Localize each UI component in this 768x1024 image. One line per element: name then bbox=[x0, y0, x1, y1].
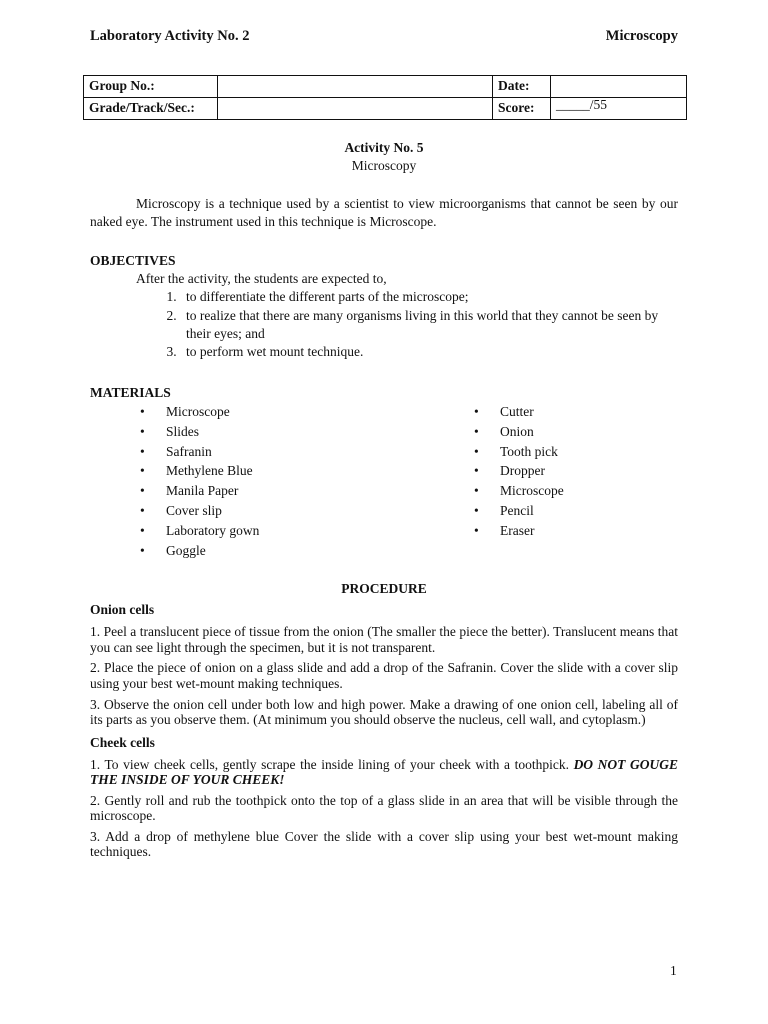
activity-number: Activity No. 5 bbox=[344, 140, 424, 155]
procedure-step: 3. Add a drop of methylene blue Cover the slide with a cover slip using your best wet-mount making techniques. bbox=[90, 828, 678, 860]
activity-title bbox=[90, 139, 678, 175]
info-table bbox=[83, 75, 687, 120]
bullet-icon: • bbox=[474, 483, 479, 499]
objective-item: 2. to realize that there are many organisms living in this world that they cannot be seen by their eyes; and bbox=[180, 307, 678, 343]
material-item: • Eraser bbox=[474, 522, 564, 542]
header-topic: Microscopy bbox=[605, 28, 678, 44]
score-field[interactable] bbox=[551, 98, 687, 120]
cheek-cells-heading: Cheek cells bbox=[90, 734, 155, 750]
procedure-step: 1. To view cheek cells, gently scrape the inside lining of your cheek with a toothpick. DO NOT GOUGE THE INSIDE OF YOUR CHEEK! bbox=[90, 756, 678, 788]
materials-heading: MATERIALS bbox=[90, 385, 171, 400]
material-item: • Methylene Blue bbox=[140, 462, 259, 482]
material-item: • Microscope bbox=[140, 403, 259, 423]
material-item: • Dropper bbox=[474, 462, 564, 482]
grade-field[interactable] bbox=[218, 98, 493, 120]
objective-item: 3. to perform wet mount technique. bbox=[180, 343, 678, 361]
group-field[interactable] bbox=[218, 76, 493, 98]
bullet-icon: • bbox=[140, 483, 145, 499]
material-item: • Tooth pick bbox=[474, 443, 564, 463]
group-label: Group No.: bbox=[84, 76, 218, 98]
material-item: • Onion bbox=[474, 423, 564, 443]
page-number: 1 bbox=[670, 963, 677, 978]
procedure-step: 1. Peel a translucent piece of tissue from the onion (The smaller the piece the better). Translucent means that you can see light through the specimen, but it is not transparent. bbox=[90, 624, 678, 655]
bullet-icon: • bbox=[140, 502, 145, 518]
bullet-icon: • bbox=[140, 443, 145, 459]
warning-text: DO NOT GOUGE THE INSIDE OF YOUR CHEEK! bbox=[90, 756, 678, 788]
bullet-icon: • bbox=[474, 522, 479, 538]
bullet-icon: • bbox=[474, 443, 479, 459]
material-item: • Laboratory gown bbox=[140, 522, 259, 542]
material-item: • Microscope bbox=[474, 482, 564, 502]
material-item: • Goggle bbox=[140, 542, 259, 562]
score-value: _____/55 bbox=[556, 97, 608, 113]
objectives-lead: After the activity, the students are expected to, bbox=[136, 271, 387, 287]
procedure-section bbox=[90, 580, 678, 860]
material-item: • Cutter bbox=[474, 403, 564, 423]
objectives-section bbox=[90, 252, 678, 361]
bullet-icon: • bbox=[140, 423, 145, 439]
activity-subtitle: Microscopy bbox=[351, 158, 417, 174]
objectives-heading: OBJECTIVES bbox=[90, 253, 176, 268]
onion-cells-heading: Onion cells bbox=[90, 602, 155, 618]
procedure-step: 2. Gently roll and rub the toothpick onto the top of a glass slide in an area that will be visible through the microscope. bbox=[90, 792, 678, 824]
material-item: • Safranin bbox=[140, 443, 259, 463]
objectives-list bbox=[90, 288, 678, 361]
bullet-icon: • bbox=[140, 404, 145, 419]
bullet-icon: • bbox=[474, 502, 479, 518]
intro-paragraph: Microscopy is a technique used by a scientist to view microorganisms that cannot be seen by our naked eye. The instrument used in this technique is Microscope. bbox=[90, 196, 678, 230]
material-item: • Pencil bbox=[474, 502, 564, 522]
score-label: Score: bbox=[493, 98, 551, 120]
procedure-heading: PROCEDURE bbox=[341, 581, 427, 596]
material-item: • Manila Paper bbox=[140, 482, 259, 502]
bullet-icon: • bbox=[140, 542, 145, 558]
date-field[interactable] bbox=[551, 76, 687, 98]
grade-label: Grade/Track/Sec.: bbox=[84, 98, 218, 120]
bullet-icon: • bbox=[474, 404, 479, 419]
bullet-icon: • bbox=[140, 463, 145, 479]
bullet-icon: • bbox=[474, 423, 479, 439]
procedure-step: 3. Observe the onion cell under both low and high power. Make a drawing of one onion cell, labeling all of its parts as you observe them. (At minimum you should observe the nucleus, cell wall, and cytoplasm.) bbox=[90, 696, 678, 728]
procedure-step: 2. Place the piece of onion on a glass slide and add a drop of the Safranin. Cover the slide with a cover slip using your best wet-mount making techniques. bbox=[90, 660, 678, 691]
material-item: • Slides bbox=[140, 423, 259, 443]
material-item: • Cover slip bbox=[140, 502, 259, 522]
bullet-icon: • bbox=[140, 522, 145, 538]
materials-list-left bbox=[140, 403, 259, 561]
bullet-icon: • bbox=[474, 463, 479, 479]
materials-section bbox=[90, 384, 678, 558]
materials-list-right bbox=[474, 403, 564, 542]
header-lab-activity: Laboratory Activity No. 2 bbox=[90, 28, 250, 44]
objective-item: 1. to differentiate the different parts of the microscope; bbox=[180, 288, 678, 306]
date-label: Date: bbox=[493, 76, 551, 98]
